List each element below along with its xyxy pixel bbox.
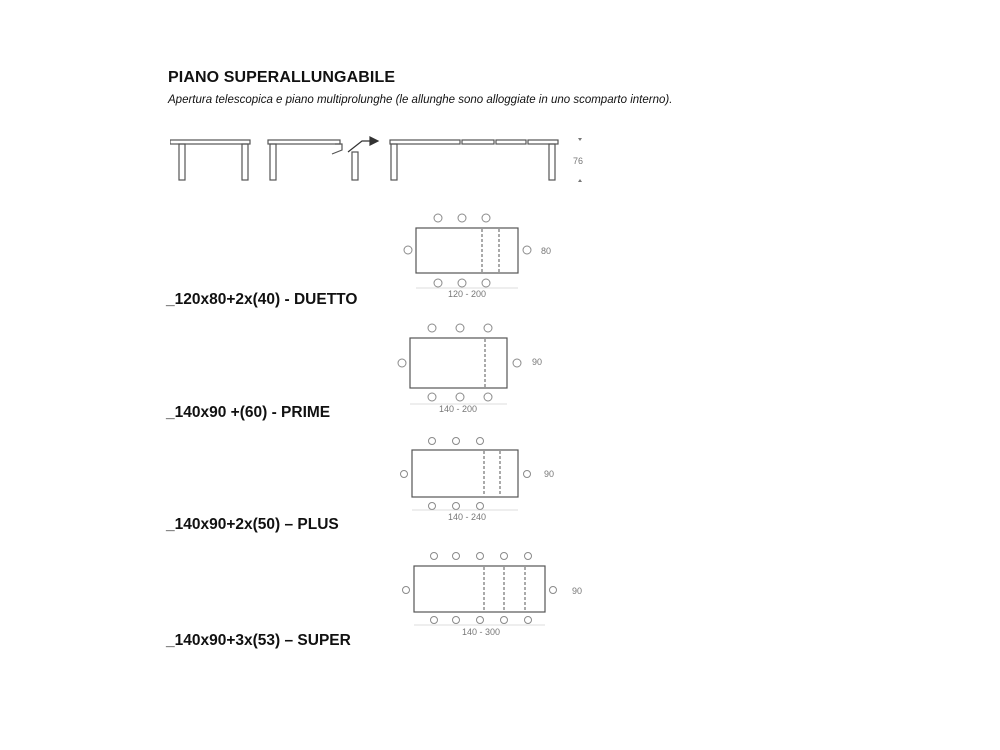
profile-extended bbox=[390, 140, 558, 180]
plan-duetto bbox=[398, 206, 568, 306]
model-label-super: _140x90+3x(53) – SUPER bbox=[166, 632, 351, 649]
depth-label: 90 bbox=[572, 586, 583, 596]
width-label: 140 - 300 bbox=[462, 627, 501, 637]
depth-label: 90 bbox=[532, 357, 543, 367]
extension-arrow bbox=[348, 137, 378, 152]
model-label-duetto: _120x80+2x(40) - DUETTO bbox=[166, 291, 358, 308]
width-label: 140 - 200 bbox=[439, 404, 478, 414]
profile-closed bbox=[170, 140, 250, 180]
plan-prime bbox=[392, 318, 562, 418]
table-top bbox=[412, 450, 518, 497]
page-subtitle: Apertura telescopica e piano multiprolunghe (le allunghe sono alloggiate in uno scomparto interno). bbox=[168, 94, 673, 106]
plan-plus bbox=[396, 430, 566, 530]
table-top bbox=[410, 338, 507, 388]
table-extension-profile bbox=[170, 128, 600, 188]
width-label: 140 - 240 bbox=[448, 512, 487, 522]
table-top bbox=[416, 228, 518, 273]
model-label-plus: _140x90+2x(50) – PLUS bbox=[166, 516, 339, 533]
width-label: 120 - 200 bbox=[448, 289, 487, 299]
plan-super bbox=[398, 544, 588, 644]
page-title: PIANO SUPERALLUNGABILE bbox=[168, 69, 396, 86]
chairs bbox=[398, 324, 521, 401]
depth-label: 90 bbox=[544, 469, 555, 479]
model-label-prime: _140x90 +(60) - PRIME bbox=[166, 404, 331, 421]
profile-opening bbox=[268, 140, 358, 180]
height-label: 76 bbox=[573, 156, 584, 166]
chairs bbox=[401, 438, 531, 510]
depth-label: 80 bbox=[541, 246, 552, 256]
chairs bbox=[403, 553, 557, 624]
chairs bbox=[404, 214, 531, 287]
